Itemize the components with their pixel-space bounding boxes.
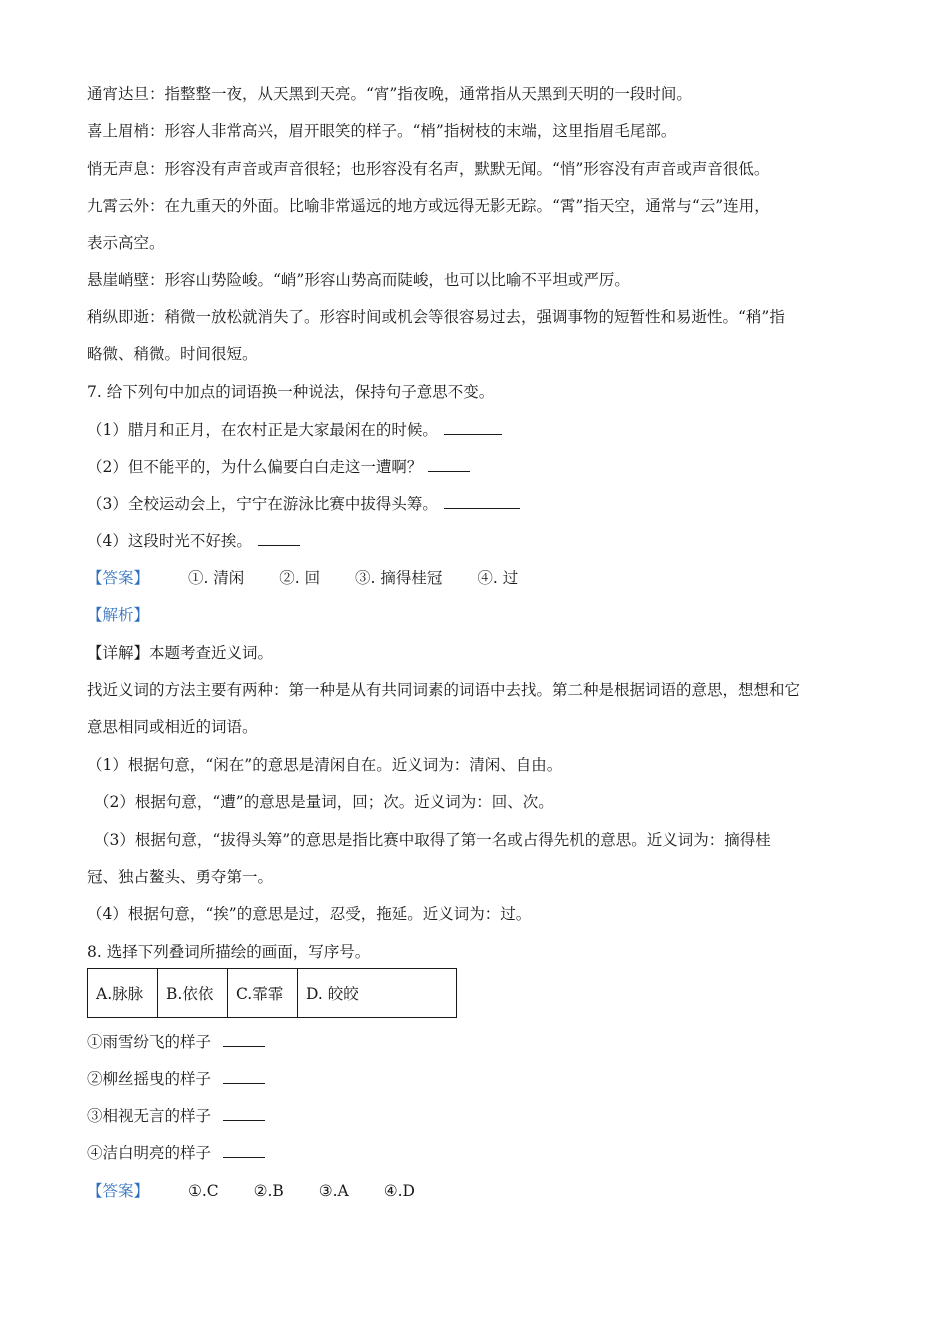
option-cell: B.依依 (158, 969, 228, 1017)
definition-line: 悬崖峭壁：形容山势险峻。“峭”形容山势高而陡峻，也可以比喻不平坦或严厉。 (87, 271, 630, 289)
answer-item: ③.A (318, 1182, 349, 1200)
question-7-answer (87, 566, 863, 588)
question-8-item: ④洁白明亮的样子 (87, 1141, 863, 1163)
definition-line: 稍纵即逝：稍微一放松就消失了。形容时间或机会等很容易过去，强调事物的短暂性和易逝性。“稍”指 (87, 308, 785, 326)
explain-line: （1）根据句意，“闲在”的意思是清闲自在。近义词为：清闲、自由。 (87, 756, 563, 774)
analysis-label: 【解析】 (87, 606, 150, 624)
definition-line: 略微、稍微。时间很短。 (87, 345, 258, 363)
definition-line: 喜上眉梢：形容人非常高兴，眉开眼笑的样子。“梢”指树枝的末端，这里指眉毛尾部。 (87, 122, 677, 140)
answer-item: ②.B (253, 1182, 284, 1200)
answer-blank[interactable] (223, 1143, 265, 1158)
answer-blank[interactable] (223, 1032, 265, 1047)
answer-blank[interactable] (428, 457, 470, 472)
explain-line: 冠、独占鳌头、勇夺第一。 (87, 868, 274, 886)
answer-item: ④.D (383, 1182, 415, 1200)
answer-item: ①.C (187, 1182, 219, 1200)
option-cell: C.霏霏 (228, 969, 298, 1017)
definition-line: 九霄云外：在九重天的外面。比喻非常遥远的地方或远得无影无踪。“霄”指天空，通常与“云”连用， (87, 197, 770, 215)
definition-line: 悄无声息：形容没有声音或声音很轻；也形容没有名声，默默无闻。“悄”形容没有声音或声音很低。 (87, 160, 770, 178)
explain-line: （4）根据句意，“挨”的意思是过，忍受，拖延。近义词为：过。 (87, 905, 532, 923)
option-cell: A.脉脉 (88, 969, 158, 1017)
answer-item: ④. 过 (477, 569, 519, 587)
answer-item: ②. 回 (279, 569, 321, 587)
answer-blank[interactable] (258, 531, 300, 546)
answer-item: ①. 清闲 (187, 569, 245, 587)
detail-text: 本题考查近义词。 (149, 644, 274, 662)
explain-line: （2）根据句意，“遭”的意思是量词，回；次。近义词为：回、次。 (94, 793, 554, 811)
answer-item: ③. 摘得桂冠 (355, 569, 443, 587)
definition-line: 表示高空。 (87, 234, 165, 252)
question-7-title: 7. 给下列句中加点的词语换一种说法，保持句子意思不变。 (87, 383, 495, 401)
options-table (87, 968, 457, 1018)
answer-label: 【答案】 (87, 569, 150, 587)
definition-line: 通宵达旦：指整整一夜，从天黑到天亮。“宵”指夜晚，通常指从天黑到天明的一段时间。 (87, 85, 692, 103)
question-8-answer (87, 1179, 863, 1201)
question-8-item: ③相视无言的样子 (87, 1104, 863, 1126)
question-8-item: ①雨雪纷飞的样子 (87, 1030, 863, 1052)
explain-line: 找近义词的方法主要有两种：第一种是从有共同词素的词语中去找。第二种是根据词语的意思，想想和它 (87, 681, 801, 699)
answer-blank[interactable] (444, 494, 520, 509)
answer-blank[interactable] (444, 420, 502, 435)
answer-blank[interactable] (223, 1106, 265, 1121)
answer-blank[interactable] (223, 1069, 265, 1084)
option-cell: D. 皎皎 (306, 985, 359, 1003)
question-8-item: ②柳丝摇曳的样子 (87, 1067, 863, 1089)
explain-line: 意思相同或相近的词语。 (87, 718, 258, 736)
answer-label: 【答案】 (87, 1182, 150, 1200)
explain-line: （3）根据句意，“拔得头筹”的意思是指比赛中取得了第一名或占得先机的意思。近义词为：摘得桂 (94, 831, 771, 849)
question-7-item: （3）全校运动会上，宁宁在游泳比赛中拔得头筹。 (87, 492, 863, 514)
question-7-item: （2）但不能平的，为什么偏要白白走这一遭啊？ (87, 455, 863, 477)
detail-label: 【详解】 (87, 644, 150, 662)
question-7-item: （1）腊月和正月，在农村正是大家最闲在的时候。 (87, 418, 863, 440)
question-8-title: 8. 选择下列叠词所描绘的画面，写序号。 (87, 943, 371, 961)
detail-line (87, 641, 863, 663)
question-7-item: （4）这段时光不好挨。 (87, 529, 863, 551)
